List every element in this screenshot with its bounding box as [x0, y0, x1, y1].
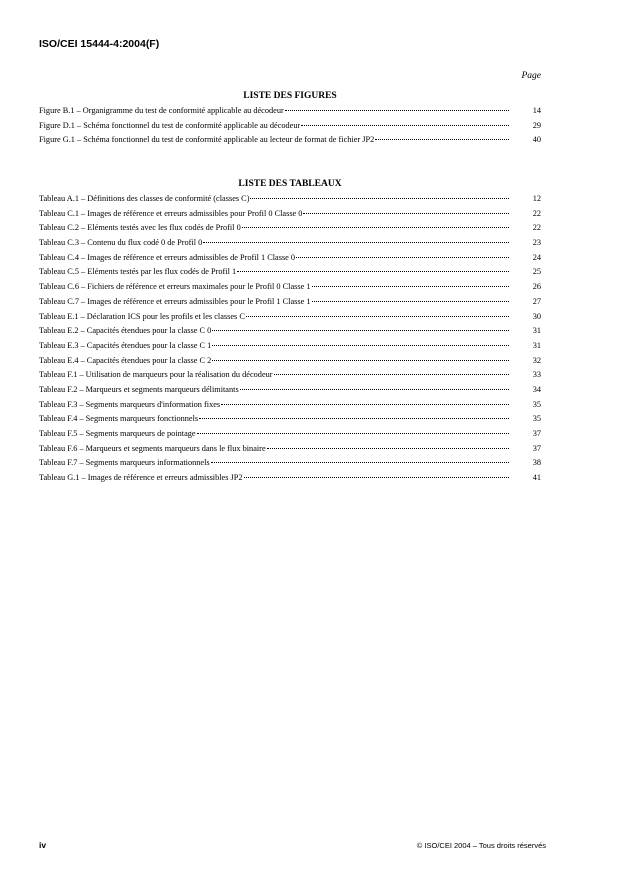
dot-leader: [250, 198, 509, 199]
table-entry[interactable]: [39, 238, 541, 253]
table-entry-title: Tableau A.1 – Définitions des classes de conformité (classes C): [39, 194, 250, 203]
table-entry[interactable]: [39, 209, 541, 224]
dot-leader: [197, 433, 509, 434]
dot-leader: [285, 110, 509, 111]
table-entry-page: 37: [532, 443, 541, 453]
table-entry[interactable]: [39, 223, 541, 238]
dot-leader: [221, 404, 509, 405]
table-entry[interactable]: [39, 444, 541, 459]
table-entry-page: 23: [532, 238, 541, 248]
table-entry-page: 32: [532, 355, 541, 365]
dot-leader: [242, 227, 509, 228]
dot-leader: [199, 418, 509, 419]
table-entry-page: 26: [532, 282, 541, 292]
table-entry-title: Tableau C.1 – Images de référence et erreurs admissibles pour Profil 0 Classe 0: [39, 208, 303, 218]
page-number: iv: [39, 840, 47, 850]
table-entry[interactable]: [39, 385, 541, 400]
dot-leader: [301, 125, 509, 126]
dot-leader: [212, 330, 509, 331]
dot-leader: [267, 448, 509, 449]
table-entry-page: 35: [532, 414, 541, 424]
table-entry-page: 41: [532, 473, 541, 483]
table-entry-page: 34: [532, 384, 541, 394]
table-entry[interactable]: [39, 341, 541, 356]
table-entry-title: Tableau C.6 – Fichiers de référence et erreurs maximales pour le Profil 0 Classe 1: [39, 282, 311, 292]
table-entry-page: 25: [532, 267, 541, 277]
table-entry[interactable]: [39, 253, 541, 268]
table-entry-title: Tableau E.3 – Capacités étendues pour la classe C 1: [39, 340, 212, 350]
figures-list: [39, 106, 541, 150]
table-entry-title: Tableau F.2 – Marqueurs et segments marqueurs délimitants: [39, 384, 239, 394]
dot-leader: [203, 242, 509, 243]
table-entry-title: Tableau C.3 – Contenu du flux codé 0 de Profil 0: [39, 238, 203, 248]
table-entry-title: Tableau F.7 – Segments marqueurs informationnels: [39, 458, 210, 468]
table-entry[interactable]: [39, 282, 541, 297]
table-entry-page: 31: [532, 326, 541, 336]
figure-entry[interactable]: [39, 135, 541, 150]
document-identifier: ISO/CEI 15444-4:2004(F): [39, 38, 160, 50]
table-entry-title: Tableau E.4 – Capacités étendues pour la classe C 2: [39, 355, 212, 365]
dot-leader: [274, 374, 509, 375]
table-entry-page: 27: [532, 296, 541, 306]
tables-list: [39, 194, 541, 488]
figure-entry-title: Figure B.1 – Organigramme du test de conformité applicable au décodeur: [39, 106, 284, 115]
table-entry-title: Tableau E.2 – Capacités étendues pour la classe C 0: [39, 326, 212, 336]
dot-leader: [237, 271, 509, 272]
dot-leader: [244, 477, 509, 478]
table-entry-page: 38: [532, 458, 541, 468]
table-entry-title: Tableau F.3 – Segments marqueurs d'information fixes: [39, 399, 221, 409]
copyright-notice: © ISO/CEI 2004 – Tous droits réservés: [416, 841, 546, 850]
table-entry-page: 22: [532, 223, 541, 233]
dot-leader: [303, 213, 509, 214]
table-entry-title: Tableau F.6 – Marqueurs et segments marqueurs dans le flux binaire: [39, 443, 266, 453]
table-entry-page: 33: [532, 370, 541, 380]
table-entry[interactable]: [39, 429, 541, 444]
table-entry-page: 30: [532, 311, 541, 321]
figure-entry-page: 14: [532, 106, 541, 115]
table-entry-title: Tableau C.4 – Images de référence et erreurs admissibles de Profil 1 Classe 0: [39, 252, 296, 262]
tables-list-heading: LISTE DES TABLEAUX: [238, 179, 342, 189]
figure-entry-page: 40: [532, 135, 541, 145]
dot-leader: [375, 139, 509, 140]
table-entry[interactable]: [39, 194, 541, 209]
table-entry-page: 24: [532, 252, 541, 262]
table-entry[interactable]: [39, 400, 541, 415]
dot-leader: [312, 286, 509, 287]
table-entry[interactable]: [39, 356, 541, 371]
figure-entry[interactable]: [39, 121, 541, 136]
dot-leader: [240, 389, 509, 390]
figure-entry-page: 29: [532, 120, 541, 130]
table-entry-title: Tableau E.1 – Déclaration ICS pour les profils et les classes C: [39, 311, 245, 321]
table-entry-title: Tableau F.4 – Segments marqueurs fonctionnels: [39, 414, 199, 424]
figure-entry-title: Figure G.1 – Schéma fonctionnel du test de conformité applicable au lecteur de format de fichier JP2: [39, 135, 375, 145]
table-entry[interactable]: [39, 370, 541, 385]
table-entry[interactable]: [39, 312, 541, 327]
table-entry-page: 31: [532, 340, 541, 350]
dot-leader: [296, 257, 509, 258]
table-entry[interactable]: [39, 473, 541, 488]
table-entry[interactable]: [39, 297, 541, 312]
table-entry-title: Tableau G.1 – Images de référence et erreurs admissibles JP2: [39, 473, 243, 483]
table-entry-title: Tableau C.2 – Eléments testés avec les flux codés de Profil 0: [39, 223, 241, 233]
table-entry-title: Tableau C.7 – Images de référence et erreurs admissibles pour le Profil 1 Classe 1: [39, 296, 311, 306]
table-entry[interactable]: [39, 414, 541, 429]
dot-leader: [212, 360, 509, 361]
table-entry-page: 22: [532, 208, 541, 218]
figures-list-heading: LISTE DES FIGURES: [243, 91, 337, 101]
dot-leader: [246, 316, 509, 317]
table-entry-title: Tableau C.5 – Eléments testés par les flux codés de Profil 1: [39, 267, 237, 277]
dot-leader: [312, 301, 509, 302]
figure-entry-title: Figure D.1 – Schéma fonctionnel du test de conformité applicable au décodeur: [39, 120, 301, 130]
table-entry[interactable]: [39, 267, 541, 282]
figure-entry[interactable]: [39, 106, 541, 121]
table-entry-page: 12: [532, 194, 541, 203]
page-column-label: Page: [521, 71, 541, 81]
table-entry-page: 37: [532, 429, 541, 438]
table-entry[interactable]: [39, 458, 541, 473]
table-entry[interactable]: [39, 326, 541, 341]
dot-leader: [211, 462, 509, 463]
table-entry-title: Tableau F.5 – Segments marqueurs de pointage: [39, 429, 196, 438]
dot-leader: [212, 345, 509, 346]
table-entry-page: 35: [532, 399, 541, 409]
table-entry-title: Tableau F.1 – Utilisation de marqueurs pour la réalisation du décodeur: [39, 370, 273, 380]
